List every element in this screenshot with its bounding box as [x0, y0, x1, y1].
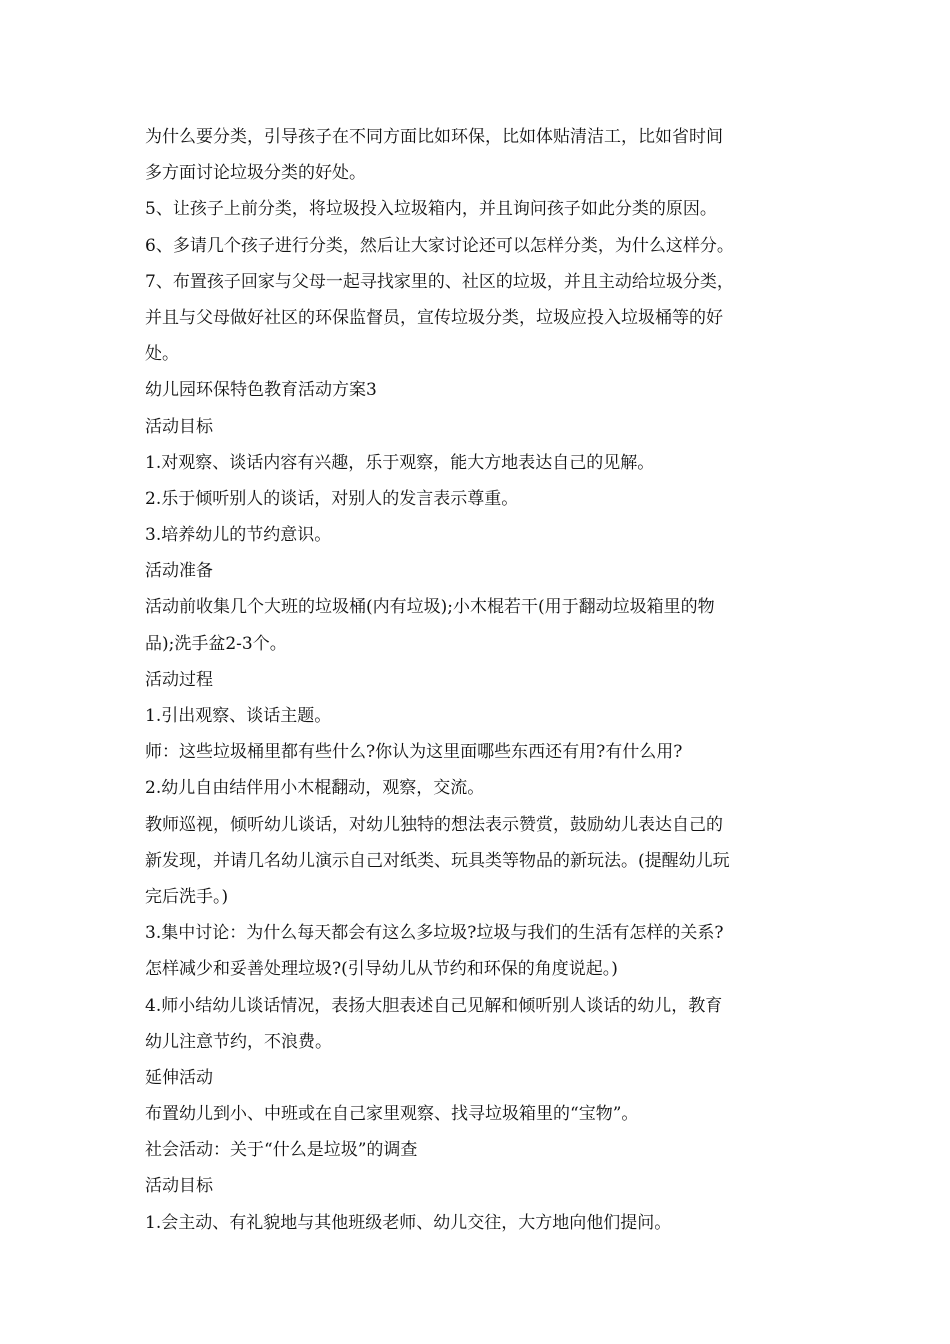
subheading: 活动目标 — [145, 1176, 213, 1197]
text-line: 怎样减少和妥善处理垃圾?(引导幼儿从节约和环保的角度说起。) — [145, 959, 618, 980]
text-line: 3.集中讨论：为什么每天都会有这么多垃圾?垃圾与我们的生活有怎样的关系? — [145, 923, 724, 944]
text-line: 3.培养幼儿的节约意识。 — [145, 525, 332, 546]
text-line: 活动前收集几个大班的垃圾桶(内有垃圾);小木棍若干(用于翻动垃圾箱里的物 — [145, 597, 715, 618]
subheading: 延伸活动 — [145, 1067, 213, 1088]
subheading: 活动准备 — [145, 561, 213, 582]
subheading: 活动过程 — [145, 669, 213, 690]
document-body — [145, 119, 810, 1241]
text-line: 教师巡视，倾听幼儿谈话，对幼儿独特的想法表示赞赏，鼓励幼儿表达自己的 — [145, 814, 723, 835]
text-line: 完后洗手。) — [145, 886, 229, 907]
text-line: 布置幼儿到小、中班或在自己家里观察、找寻垃圾箱里的“宝物”。 — [145, 1104, 639, 1125]
text-line: 幼儿注意节约，不浪费。 — [145, 1031, 332, 1052]
text-line: 并且与父母做好社区的环保监督员，宣传垃圾分类，垃圾应投入垃圾桶等的好 — [145, 307, 723, 328]
text-line: 处。 — [145, 344, 179, 365]
text-line: 4.师小结幼儿谈话情况，表扬大胆表述自己见解和倾听别人谈话的幼儿，教育 — [145, 995, 723, 1016]
text-line: 品);洗手盆2-3个。 — [145, 633, 287, 654]
text-line: 新发现，并请几名幼儿演示自己对纸类、玩具类等物品的新玩法。(提醒幼儿玩 — [145, 850, 730, 871]
text-line: 1.对观察、谈话内容有兴趣，乐于观察，能大方地表达自己的见解。 — [145, 452, 655, 473]
text-line: 为什么要分类，引导孩子在不同方面比如环保，比如体贴清洁工，比如省时间 — [145, 127, 723, 147]
text-line: 6、多请几个孩子进行分类，然后让大家讨论还可以怎样分类，为什么这样分。 — [145, 235, 734, 256]
text-line: 5、让孩子上前分类，将垃圾投入垃圾箱内，并且询问孩子如此分类的原因。 — [145, 199, 717, 220]
text-line: 2.乐于倾听别人的谈话，对别人的发言表示尊重。 — [145, 488, 519, 509]
text-line: 师：这些垃圾桶里都有些什么?你认为这里面哪些东西还有用?有什么用? — [145, 742, 683, 763]
text-line: 1.引出观察、谈话主题。 — [145, 706, 332, 726]
text-line: 7、布置孩子回家与父母一起寻找家里的、社区的垃圾，并且主动给垃圾分类， — [145, 271, 734, 292]
text-line: 2.幼儿自由结伴用小木棍翻动，观察，交流。 — [145, 778, 485, 799]
subheading: 社会活动：关于“什么是垃圾”的调查 — [145, 1140, 418, 1161]
section-heading: 幼儿园环保特色教育活动方案3 — [145, 380, 377, 401]
text-line: 1.会主动、有礼貌地与其他班级老师、幼儿交往，大方地向他们提问。 — [145, 1212, 672, 1233]
text-line: 多方面讨论垃圾分类的好处。 — [145, 163, 366, 184]
subheading: 活动目标 — [145, 416, 213, 437]
